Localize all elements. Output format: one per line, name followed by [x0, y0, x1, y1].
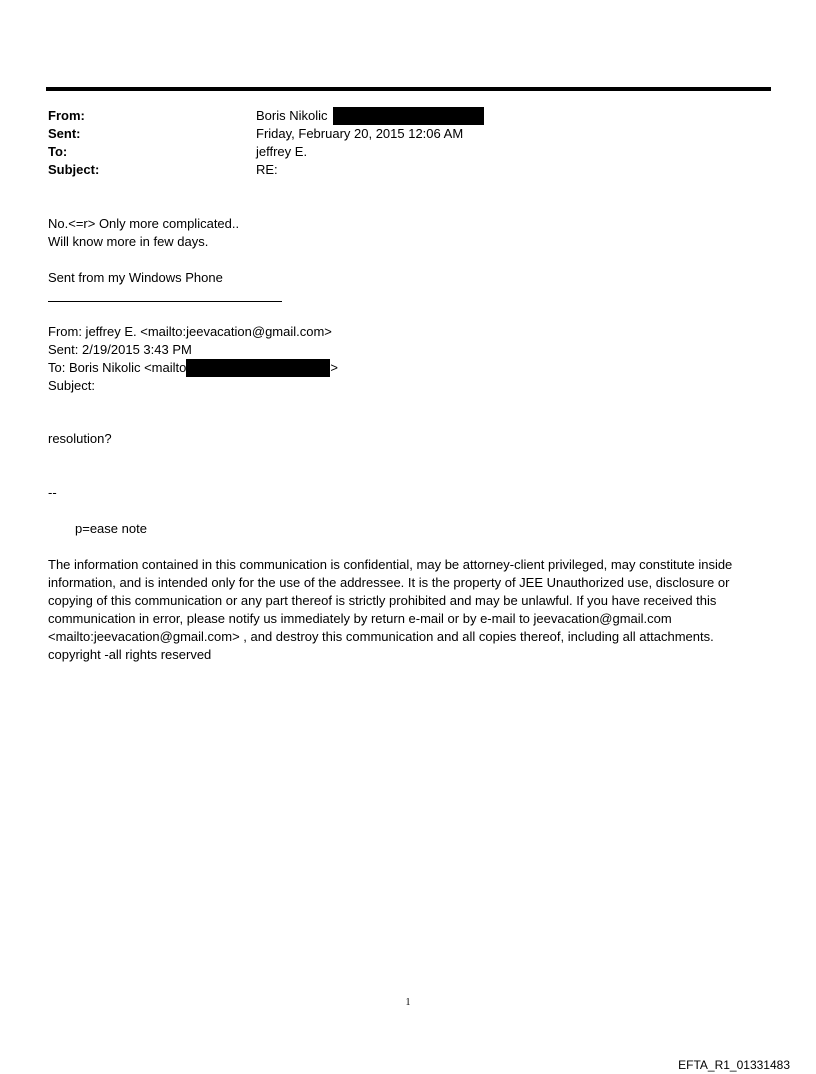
subject-label: Subject:	[48, 162, 100, 177]
redaction-box	[186, 359, 330, 377]
to-row	[48, 143, 768, 161]
signature-dashes: --	[48, 485, 57, 500]
note-line: p=ease note	[75, 521, 147, 536]
subject-value: RE:	[256, 162, 278, 177]
signature: Sent from my Windows Phone	[48, 270, 223, 285]
confidentiality-disclaimer: The information contained in this communication is confidential, may be attorney-client privileged, may constitute inside information, and is intended only for the use of the addressee. It is the property of JEE Unauthorized use, disclosure or copying of this communication or any part thereof is strictly prohibited and may be unlawful. If you have received this communication in error, please notify us immediately by return e-mail or by e-mail to jeevacation@gmail.com <mailto:jeevacation@gmail.com> , and destroy this communication and all copies thereof, including all attachments. copyright -all rights reserved	[48, 557, 733, 662]
page-number: 1	[405, 997, 411, 1008]
quoted-to	[48, 359, 338, 377]
quoted-sent: Sent: 2/19/2015 3:43 PM	[48, 342, 192, 357]
to-value: jeffrey E.	[256, 144, 308, 159]
sent-row	[48, 125, 768, 143]
from-value	[256, 107, 484, 125]
document-id: EFTA_R1_01331483	[678, 1058, 790, 1072]
sent-label: Sent:	[48, 126, 81, 141]
body-line-1: No.<=r> Only more complicated..	[48, 216, 240, 231]
quoted-message: resolution?	[48, 431, 112, 446]
header-rule	[46, 87, 771, 91]
body-line-2: Will know more in few days.	[48, 234, 209, 249]
subject-row	[48, 161, 768, 179]
quoted-subject: Subject:	[48, 378, 95, 393]
sent-value: Friday, February 20, 2015 12:06 AM	[256, 126, 464, 141]
redaction-box	[333, 107, 484, 125]
quoted-to-suffix: >	[330, 360, 338, 375]
to-label: To:	[48, 144, 68, 159]
from-row	[48, 107, 768, 125]
from-label: From:	[48, 108, 85, 123]
quoted-from: From: jeffrey E. <mailto:jeevacation@gmail.com>	[48, 324, 332, 339]
quote-separator	[48, 301, 282, 302]
quoted-to-prefix: To: Boris Nikolic <mailto	[48, 360, 187, 375]
from-name: Boris Nikolic	[256, 108, 328, 123]
